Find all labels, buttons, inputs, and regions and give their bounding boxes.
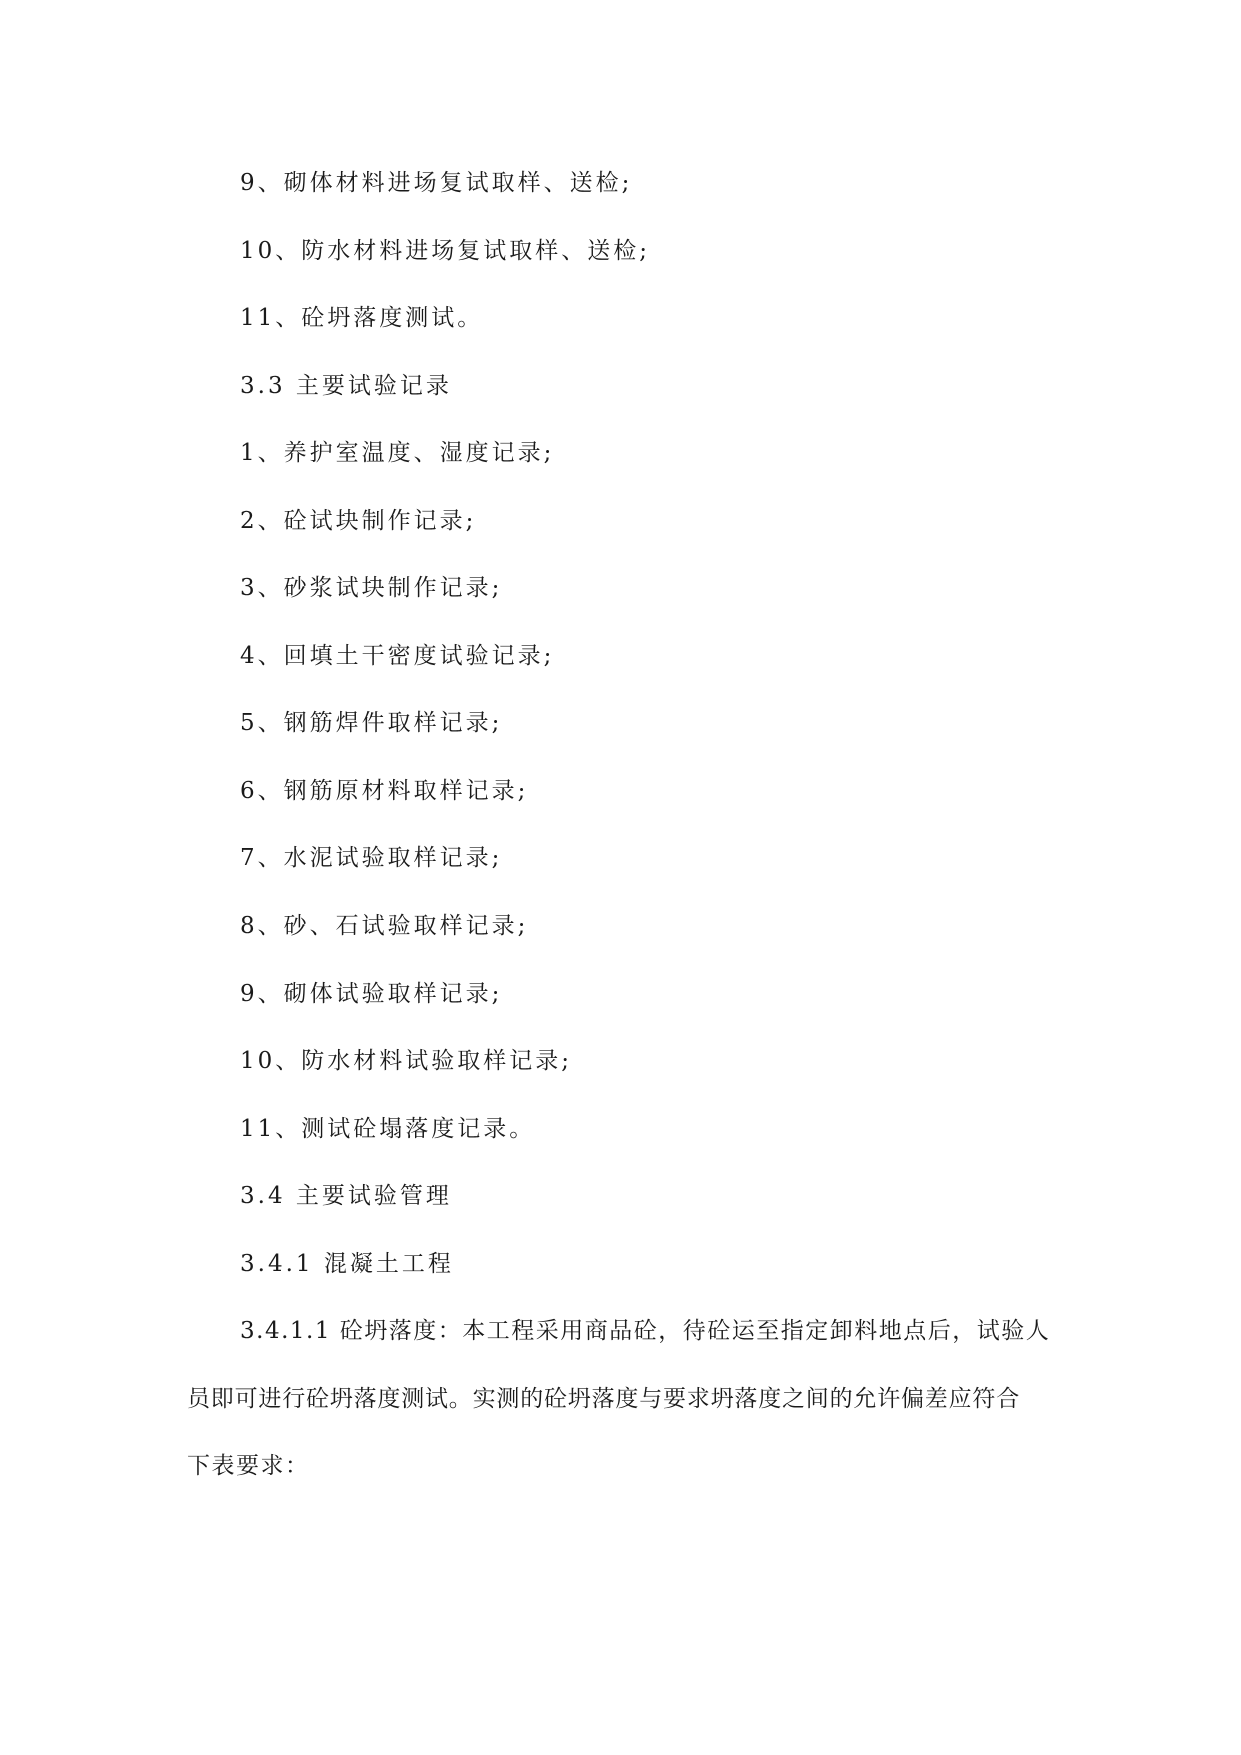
list-item: 4、回填土干密度试验记录; bbox=[240, 643, 555, 669]
list-item: 9、砌体材料进场复试取样、送检; bbox=[240, 170, 633, 196]
list-item: 2、砼试块制作记录; bbox=[240, 508, 477, 534]
list-item: 7、水泥试验取样记录; bbox=[240, 845, 503, 871]
list-item: 8、砂、石试验取样记录; bbox=[240, 913, 529, 939]
paragraph-line: 3.4.1.1 砼坍落度：本工程采用商品砼，待砼运至指定卸料地点后，试验人 bbox=[240, 1318, 1051, 1344]
subsection-heading: 3.4.1 混凝土工程 bbox=[240, 1251, 454, 1277]
list-item: 3、砂浆试块制作记录; bbox=[240, 575, 503, 601]
section-heading: 3.3 主要试验记录 bbox=[240, 373, 452, 399]
list-item: 11、砼坍落度测试。 bbox=[240, 305, 484, 331]
paragraph-line: 下表要求： bbox=[187, 1453, 310, 1479]
section-heading: 3.4 主要试验管理 bbox=[240, 1183, 452, 1209]
list-item: 6、钢筋原材料取样记录; bbox=[240, 778, 529, 804]
list-item: 11、测试砼塌落度记录。 bbox=[240, 1116, 536, 1142]
paragraph-line: 员即可进行砼坍落度测试。实测的砼坍落度与要求坍落度之间的允许偏差应符合 bbox=[187, 1386, 1020, 1412]
list-item: 5、钢筋焊件取样记录; bbox=[240, 710, 503, 736]
list-item: 10、防水材料进场复试取样、送检; bbox=[240, 238, 651, 264]
list-item: 1、养护室温度、湿度记录; bbox=[240, 440, 555, 466]
list-item: 10、防水材料试验取样记录; bbox=[240, 1048, 573, 1074]
list-item: 9、砌体试验取样记录; bbox=[240, 981, 503, 1007]
